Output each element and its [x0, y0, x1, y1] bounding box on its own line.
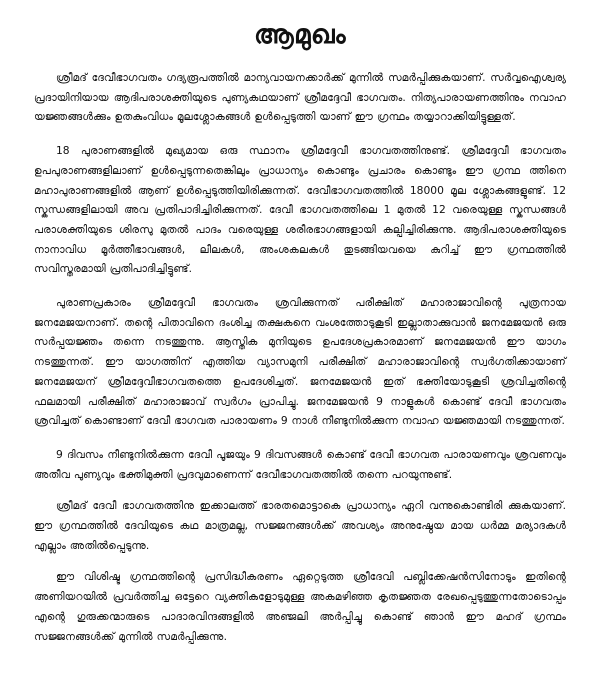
- paragraph-importance: ശ്രീമദ് ദേവീ ഭാഗവതത്തിനു ഇക്കാലത്ത് ഭാരതമൊട്ടാകെ പ്രാധാന്യം ഏറി വന്നുകൊണ്ടിരി ക്കുകയാണ്. ഈ ഗ്രന്ഥത്തിൽ ദേവിയുടെ കഥ മാത്രമല്ല, സജ്ജനങ്ങൾക്ക് അവശ്യം അനുഷ്ഠേയ മായ ധർമ്മ മര്യാദകൾ എല്ലാം അതിൽപ്പെടുന്നു.: [34, 499, 566, 552]
- page-title: ആമുഖം: [254, 20, 346, 50]
- paragraph-intro: ശ്രീമദ് ദേവീഭാഗവതം ഗദ്യരൂപത്തിൽ മാന്യവായനക്കാർക്ക് മുന്നിൽ സമർപ്പിക്കുകയാണ്. സർവ്വഐശ്വര്യ പ്രദായിനിയായ ആദിപരാശക്തിയുടെ പുണ്യകഥയാണ് ശ്രീമദ്ദേവീ ഭാഗവതം. നിത്യപാരായണത്തിനും നവാഹ യജ്ഞങ്ങൾക്കും ഉതകുംവിധം മൂലശ്ലോകങ്ങൾ ഉൾപ്പെടുത്തി യാണ് ഈ ഗ്രന്ഥം തയ്യാറാക്കിയിട്ടുള്ളത്.: [34, 71, 566, 124]
- paragraph-janamejaya: പുരാണപ്രകാരം ശ്രീമദ്ദേവീ ഭാഗവതം ശ്രവിക്കുന്നത് പരീക്ഷിത് മഹാരാജാവിന്റെ പുത്രനായ ജനമേജയനാണ്. തന്റെ പിതാവിനെ ദംശിച്ച തക്ഷകനെ വംശത്തോടുകൂടി ഇല്ലാതാക്കുവാൻ ജനമേജയൻ ഒരു സർപ്പയജ്ഞം തന്നെ നടത്തുന്നു. ആസ്തിക മുനിയുടെ ഉപദേശപ്രകാരമാണ് ജനമേജയൻ ഈ യാഗം നടത്തുന്നത്. ഈ യാഗത്തിന് എത്തിയ വ്യാസമുനി പരീക്ഷിത് മഹാരാജാവിന്റെ സ്വർഗതിക്കായാണ് ജനമേജയന് ശ്രീമദ്ദേവീഭാഗവതത്തെ ഉപദേശിച്ചത്. ജനമേജയൻ ഇത് ഭക്തിയോടുകൂടി ശ്രവിച്ചതിന്റെ ഫലമായി പരീക്ഷിത് മഹാരാജാവ് സ്വർഗം പ്രാപിച്ചു. ജനമേജയൻ 9 നാളുകൾ കൊണ്ട് ദേവീ ഭാഗവതം ശ്രവിച്ചത് കൊണ്ടാണ് ദേവീ ഭാഗവത പാരായണം 9 നാൾ നീണ്ടുനിൽക്കുന്ന നവാഹ യജ്ഞമായി നടത്തുന്നത്.: [34, 296, 566, 428]
- paragraph-acknowledgement: ഈ വിശിഷ്ട ഗ്രന്ഥത്തിന്റെ പ്രസിദ്ധീകരണം ഏറ്റെടുത്ത ശ്രീദേവി പബ്ലിക്കേഷൻസിനോടും ഇതിന്റെ അണിയറയിൽ പ്രവർത്തിച്ച ഒട്ടേറെ വ്യക്തികളോടുമുള്ള അകമഴിഞ്ഞ കൃതജ്ഞത രേഖപ്പെടുത്തുന്നതോടൊപ്പം എന്റെ ഗുരുക്കന്മാരുടെ പാദാരവിന്ദങ്ങളിൽ അഞ്ജലി അർപ്പിച്ചു കൊണ്ട് ഞാൻ ഈ മഹദ് ഗ്രന്ഥം സജ്ജനങ്ങൾക്ക് മുന്നിൽ സമർപ്പിക്കുന്നു.: [34, 570, 566, 643]
- paragraph-puranas: 18 പുരാണങ്ങളിൽ മുഖ്യമായ ഒരു സ്ഥാനം ശ്രീമദ്ദേവീ ഭാഗവതത്തിനുണ്ട്. ശ്രീമദ്ദേവീ ഭാഗവതം ഉപപുരാണങ്ങളിലാണ് ഉൾപ്പെടുന്നതെങ്കിലും പ്രാധാന്യം കൊണ്ടും പ്രചാരം കൊണ്ടും ഈ ഗ്രന്ഥ ത്തിനെ മഹാപുരാണങ്ങളിൽ ആണ് ഉൾപ്പെടുത്തിയിരിക്കുന്നത്. ദേവീഭാഗവതത്തിൽ 18000 മൂല ശ്ലോകങ്ങളുണ്ട്. 12 സ്കന്ധങ്ങളിലായി അവ പ്രതിപാദിച്ചിരിക്കുന്നത്. ദേവീ ഭാഗവതത്തിലെ 1 മുതൽ 12 വരെയുള്ള സ്കന്ധങ്ങൾ പരാശക്തിയുടെ ശിരസു മുതൽ പാദം വരെയുള്ള ശരീരഭാഗങ്ങളായി കല്പിച്ചിരിക്കുന്നു. ആദിപരാശക്തിയുടെ നാനാവിധ മൂർത്തീഭാവങ്ങൾ, ലീലകൾ, അംശകലകൾ തുടങ്ങിയവയെ കുറിച്ച് ഈ ഗ്രന്ഥത്തിൽ സവിസ്തരമായി പ്രതിപാദിച്ചിട്ടുണ്ട്.: [34, 144, 566, 276]
- paragraph-nine-days: 9 ദിവസം നീണ്ടുനിൽക്കുന്ന ദേവീ പൂജയും 9 ദിവസങ്ങൾ കൊണ്ട് ദേവീ ഭാഗവത പാരായണവും ശ്രവണവും അതീവ പുണ്യവും ഭക്തിമുക്തി പ്രദവുമാണെന്ന് ദേവീഭാഗവതത്തിൽ തന്നെ പറയുന്നുണ്ട്.: [34, 447, 566, 481]
